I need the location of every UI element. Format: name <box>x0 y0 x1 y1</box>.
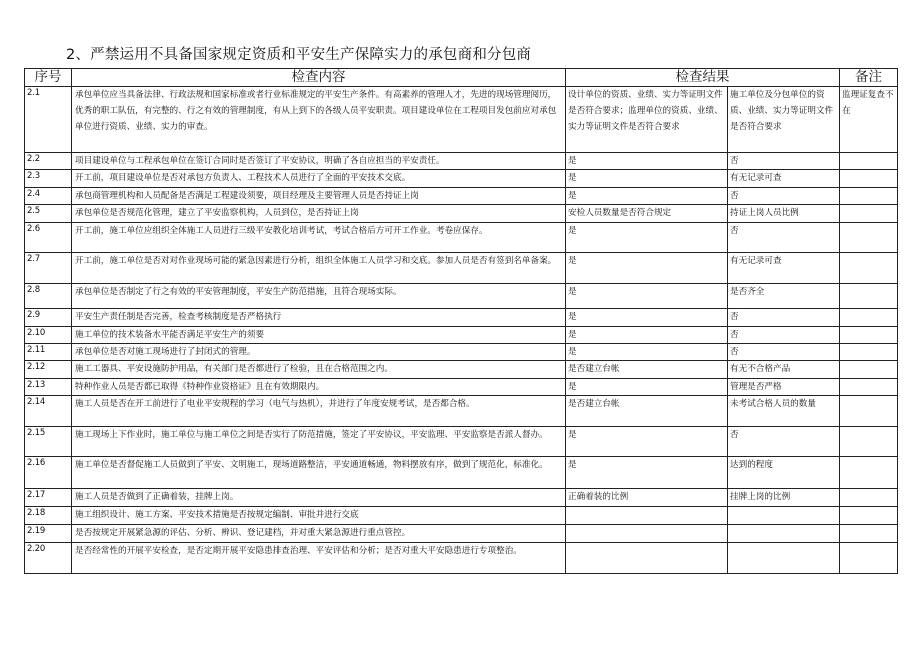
row-result-2: 挂牌上岗的比例 <box>728 489 840 507</box>
row-remark <box>840 543 898 574</box>
row-result-1: 是 <box>566 457 728 489</box>
row-result-1: 是 <box>566 284 728 309</box>
row-result-2: 否 <box>728 344 840 361</box>
row-result-2: 持证上岗人员比例 <box>728 205 840 223</box>
row-content: 施工现场上下作业时，施工单位与施工单位之间是否实行了防范措施，签定了平安协议，平安监理、平安监察是否派人督办。 <box>72 427 566 457</box>
row-result-2: 否 <box>728 188 840 205</box>
row-result-2: 有无不合格产品 <box>728 361 840 379</box>
row-remark <box>840 284 898 309</box>
row-content: 是否经常性的开展平安检查，是否定期开展平安隐患排查治理、平安评估和分析；是否对重大平安隐患进行专项整治。 <box>72 543 566 574</box>
row-remark <box>840 327 898 344</box>
row-content: 特种作业人员是否都已取得《特种作业资格证》且在有效期限内。 <box>72 379 566 396</box>
row-number: 2.12 <box>25 361 72 379</box>
row-content: 项目建设单位与工程承包单位在签订合同时是否签订了平安协议，明确了各自应担当的平安责任。 <box>72 153 566 170</box>
table-row <box>25 223 898 253</box>
row-number: 2.9 <box>25 309 72 327</box>
row-result-1: 是 <box>566 188 728 205</box>
table-row <box>25 253 898 284</box>
row-remark <box>840 457 898 489</box>
row-content: 施工工器具、平安设施防护用品，有关部门是否都进行了检验，且在合格范围之内。 <box>72 361 566 379</box>
row-result-1: 是 <box>566 327 728 344</box>
header-no: 序号 <box>25 69 72 87</box>
row-result-2 <box>728 507 840 525</box>
row-remark <box>840 507 898 525</box>
row-remark <box>840 188 898 205</box>
row-content: 承包单位应当具备法律、行政法规和国家标准或者行业标准规定的平安生产条件。有高素养的管理人才，先进的现场管理阅历，优秀的职工队伍，有完整的、行之有效的管理制度，有从上到下的各级人员平安职责。项目建设单位在工程项目发包前应对承包单位进行资质、业绩、实力的审查。 <box>72 87 566 153</box>
row-result-2: 未考试合格人员的数量 <box>728 396 840 427</box>
row-result-1 <box>566 525 728 543</box>
table-header-row <box>25 69 898 87</box>
row-result-1 <box>566 507 728 525</box>
row-number: 2.7 <box>25 253 72 284</box>
row-remark <box>840 205 898 223</box>
row-remark <box>840 253 898 284</box>
row-number: 2.2 <box>25 153 72 170</box>
row-number: 2.4 <box>25 188 72 205</box>
table-row <box>25 153 898 170</box>
row-content: 承包商管理机构和人员配备是否满足工程建设须要，项目经理及主要管理人员是否持证上岗 <box>72 188 566 205</box>
table-row <box>25 379 898 396</box>
row-number: 2.20 <box>25 543 72 574</box>
row-result-1 <box>566 543 728 574</box>
row-content: 施工人员是否做到了正确着装，挂牌上岗。 <box>72 489 566 507</box>
row-remark <box>840 379 898 396</box>
row-content: 承包单位是否规范化管理，建立了平安监察机构，人员到位，是否持证上岗 <box>72 205 566 223</box>
header-content: 检查内容 <box>72 69 566 87</box>
row-remark <box>840 427 898 457</box>
row-number: 2.14 <box>25 396 72 427</box>
row-number: 2.8 <box>25 284 72 309</box>
table-row <box>25 170 898 188</box>
table-row <box>25 361 898 379</box>
row-number: 2.5 <box>25 205 72 223</box>
row-result-1: 是 <box>566 253 728 284</box>
row-result-1: 正确着装的比例 <box>566 489 728 507</box>
table-row <box>25 543 898 574</box>
row-number: 2.17 <box>25 489 72 507</box>
row-result-2: 否 <box>728 223 840 253</box>
table-row <box>25 87 898 153</box>
row-content: 是否按规定开展紧急源的评估、分析、辨识、登记建档，并对重大紧急源进行重点管控。 <box>72 525 566 543</box>
row-result-2: 管理是否严格 <box>728 379 840 396</box>
row-number: 2.3 <box>25 170 72 188</box>
row-content: 施工单位是否督促施工人员做到了平安、文明施工，现场道路整洁，平安通道畅通，物料摆放有序，做到了规范化，标准化。 <box>72 457 566 489</box>
row-number: 2.1 <box>25 87 72 153</box>
row-result-1: 是 <box>566 309 728 327</box>
row-number: 2.16 <box>25 457 72 489</box>
row-number: 2.11 <box>25 344 72 361</box>
row-result-1: 设计单位的资质、业绩、实力等证明文件是否符合要求；监理单位的资质、业绩、实力等证明文件是否符合要求 <box>566 87 728 153</box>
row-content: 开工前，施工单位是否对对作业现场可能的紧急因素进行分析，组织全体施工人员学习和交底。参加人员是否有签到名单备案。 <box>72 253 566 284</box>
table-row <box>25 327 898 344</box>
row-remark <box>840 525 898 543</box>
row-content: 施工组织设计、施工方案、平安技术措施是否按规定编制、审批并进行交底 <box>72 507 566 525</box>
row-content: 施工单位的技术装备水平能否满足平安生产的须要 <box>72 327 566 344</box>
table-row <box>25 427 898 457</box>
row-number: 2.6 <box>25 223 72 253</box>
row-result-1: 是 <box>566 427 728 457</box>
row-number: 2.13 <box>25 379 72 396</box>
table-row <box>25 309 898 327</box>
row-result-2 <box>728 543 840 574</box>
row-content: 开工前，施工单位应组织全体施工人员进行三级平安教化培训考试，考试合格后方可开工作业。考卷应保存。 <box>72 223 566 253</box>
table-row <box>25 457 898 489</box>
row-content: 承包单位是否对施工现场进行了封闭式的管理。 <box>72 344 566 361</box>
row-remark <box>840 396 898 427</box>
row-remark <box>840 344 898 361</box>
row-result-2: 否 <box>728 309 840 327</box>
row-remark <box>840 489 898 507</box>
row-result-2: 否 <box>728 153 840 170</box>
row-result-2: 是否齐全 <box>728 284 840 309</box>
row-remark <box>840 170 898 188</box>
table-row <box>25 284 898 309</box>
row-remark <box>840 309 898 327</box>
row-result-1: 是 <box>566 153 728 170</box>
row-result-1: 是 <box>566 170 728 188</box>
row-remark <box>840 153 898 170</box>
table-row <box>25 344 898 361</box>
row-result-1: 是 <box>566 344 728 361</box>
row-remark <box>840 361 898 379</box>
row-result-2: 达到的程度 <box>728 457 840 489</box>
row-content: 施工人员是否在开工前进行了电业平安规程的学习（电气与热机），并进行了年度安规考试，是否都合格。 <box>72 396 566 427</box>
row-number: 2.15 <box>25 427 72 457</box>
header-result: 检查结果 <box>566 69 840 87</box>
table-row <box>25 489 898 507</box>
table-row <box>25 525 898 543</box>
row-content: 开工前，项目建设单位是否对承包方负责人、工程技术人员进行了全面的平安技术交底。 <box>72 170 566 188</box>
row-number: 2.18 <box>25 507 72 525</box>
row-result-1: 是 <box>566 379 728 396</box>
row-remark <box>840 223 898 253</box>
row-content: 平安生产责任制是否完善，检查考核制度是否严格执行 <box>72 309 566 327</box>
row-result-2: 有无记录可查 <box>728 253 840 284</box>
row-result-1: 是否建立台帐 <box>566 396 728 427</box>
row-result-2: 施工单位及分包单位的资质、业绩、实力等证明文件是否符合要求 <box>728 87 840 153</box>
table-row <box>25 507 898 525</box>
row-result-2: 有无记录可查 <box>728 170 840 188</box>
row-number: 2.19 <box>25 525 72 543</box>
row-result-1: 安检人员数量是否符合规定 <box>566 205 728 223</box>
row-result-2: 否 <box>728 427 840 457</box>
table-row <box>25 188 898 205</box>
table-row <box>25 205 898 223</box>
row-content: 承包单位是否制定了行之有效的平安管理制度，平安生产防范措施，且符合现场实际。 <box>72 284 566 309</box>
header-remark: 备注 <box>840 69 898 87</box>
inspection-table <box>24 68 898 574</box>
row-result-1: 是否建立台帐 <box>566 361 728 379</box>
row-result-1: 是 <box>566 223 728 253</box>
row-result-2: 否 <box>728 327 840 344</box>
row-remark: 监理证复查不在 <box>840 87 898 153</box>
row-number: 2.10 <box>25 327 72 344</box>
table-row <box>25 396 898 427</box>
row-result-2 <box>728 525 840 543</box>
document-title: 2、严禁运用不具备国家规定资质和平安生产保障实力的承包商和分包商 <box>66 47 532 63</box>
